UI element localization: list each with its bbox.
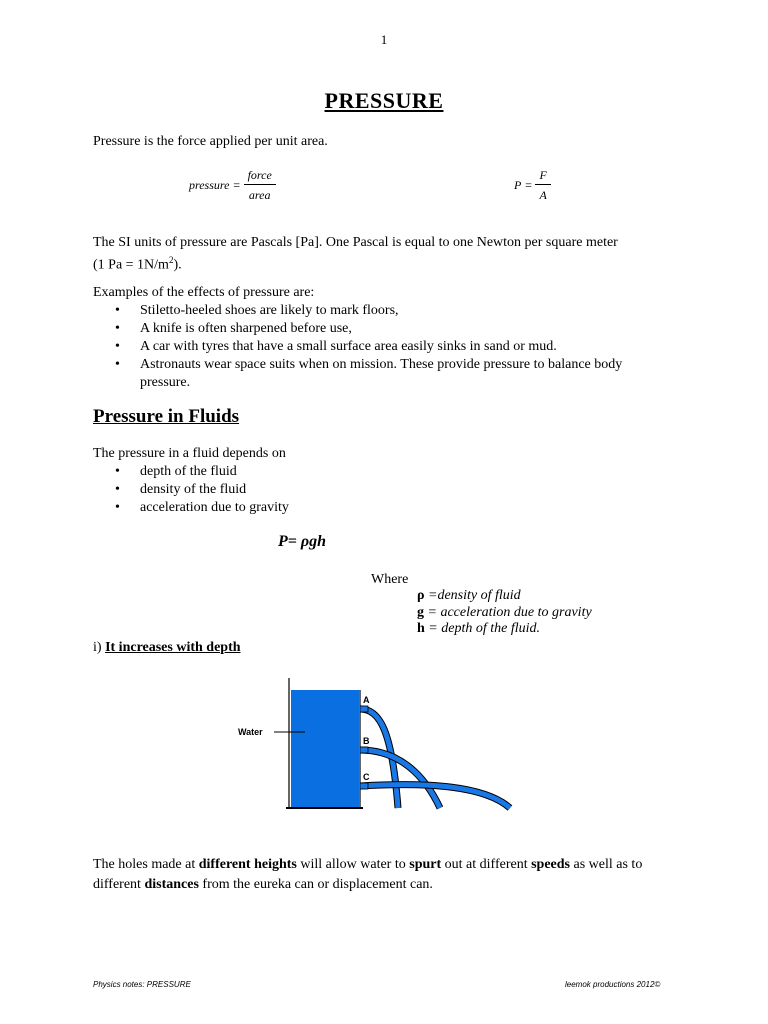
- list-item: • acceleration due to gravity: [93, 499, 289, 517]
- equation-operator: =: [524, 177, 533, 192]
- definitions: [417, 588, 592, 638]
- page-title: PRESSURE: [324, 88, 444, 113]
- symbol: h: [417, 621, 425, 636]
- intro-text: Pressure is the force applied per unit area.: [93, 134, 328, 149]
- list-item: • depth of the fluid: [93, 463, 289, 481]
- definition-h: [417, 621, 592, 638]
- fluids-intro: The pressure in a fluid depends on: [93, 446, 286, 461]
- water-fill: [291, 690, 359, 807]
- bold-text: spurt: [409, 857, 442, 872]
- superscript: 2: [168, 255, 174, 265]
- section-heading: Pressure in Fluids: [93, 406, 240, 427]
- text: The holes made at: [93, 857, 199, 872]
- bold-text: distances: [144, 877, 199, 892]
- fraction-numerator: force: [244, 168, 276, 185]
- fraction-numerator: F: [535, 168, 550, 185]
- list-item: • A knife is often sharpened before use,: [93, 320, 622, 338]
- where-label: Where: [371, 572, 409, 587]
- symbol-equation: [514, 168, 551, 202]
- text: from the eureka can or displacement can.: [198, 877, 433, 892]
- conclusion-paragraph: [93, 855, 693, 895]
- definition-text: = depth of the fluid.: [424, 621, 541, 636]
- examples-list: [93, 302, 622, 374]
- hole-b: [360, 747, 368, 753]
- equation-lhs: pressure: [189, 177, 230, 192]
- word-fraction: [244, 168, 276, 202]
- text: as well as to different: [93, 857, 643, 892]
- symbol-fraction: [535, 168, 550, 202]
- si-units-text: ).: [173, 257, 182, 273]
- list-item: • Astronauts wear space suits when on mission. These provide pressure to balance body: [93, 356, 622, 374]
- factors-list: [93, 463, 289, 517]
- definition-text: = acceleration due to gravity: [424, 604, 592, 620]
- pressure-formula: P= ρgh: [278, 533, 327, 550]
- hole-c: [360, 783, 368, 789]
- list-item: • Stiletto-heeled shoes are likely to mark floors,: [93, 302, 622, 320]
- si-units-line-1: The SI units of pressure are Pascals [Pa]. One Pascal is equal to one Newton per square meter: [93, 235, 618, 250]
- word-equation: [189, 168, 276, 202]
- list-item-continuation: pressure.: [140, 375, 191, 390]
- si-units-text: (1 Pa = 1N/m: [93, 257, 169, 273]
- list-item: • A car with tyres that have a small surface area easily sinks in sand or mud.: [93, 338, 622, 356]
- si-units-line-2: [93, 251, 182, 275]
- text: out at different: [441, 857, 532, 872]
- footer-right: leemok productions 2012©: [565, 980, 661, 989]
- definition-g: [417, 605, 592, 622]
- fraction-denominator: A: [539, 188, 547, 202]
- hole-label-c: C: [363, 772, 370, 782]
- bold-text: speeds: [531, 857, 570, 872]
- definition-text: =density of fluid: [424, 588, 521, 603]
- bold-text: different heights: [198, 857, 297, 872]
- definition-rho: [417, 588, 592, 605]
- text: will allow water to: [296, 857, 410, 872]
- symbol: g: [417, 604, 424, 620]
- hole-a: [360, 706, 368, 712]
- fraction-denominator: area: [248, 188, 271, 202]
- symbol: ρ: [417, 588, 425, 603]
- hole-label-b: B: [363, 736, 370, 746]
- equation-lhs: P: [514, 177, 522, 192]
- equation-operator: =: [232, 177, 241, 192]
- examples-heading: Examples of the effects of pressure are:: [93, 285, 315, 300]
- water-jet-diagram: [230, 676, 530, 816]
- item-prefix: i): [93, 640, 106, 655]
- depth-section: [93, 639, 241, 657]
- list-item: • density of the fluid: [93, 481, 289, 499]
- subsection-heading: It increases with depth: [105, 640, 241, 655]
- footer-left: Physics notes: PRESSURE: [93, 980, 191, 989]
- page-number: 1: [380, 32, 388, 47]
- hole-label-a: A: [363, 695, 370, 705]
- water-label: Water: [238, 727, 263, 737]
